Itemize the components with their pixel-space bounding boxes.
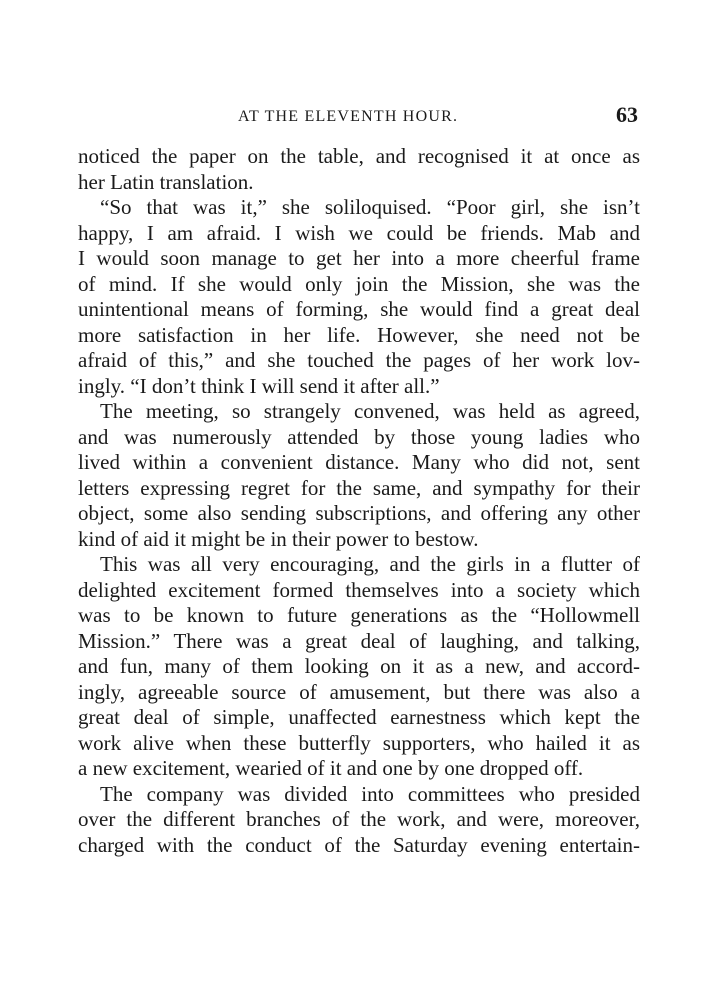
- text-line: noticed the paper on the table, and recognised it at once as: [78, 144, 640, 168]
- text-line: charged with the conduct of the Saturday evening entertain-: [78, 832, 640, 857]
- text-line: was to be known to future generations as the “Hollowmell: [78, 603, 640, 627]
- text-line: This was all very encouraging, and the girls in a flutter of: [100, 552, 640, 576]
- text-line: The company was divided into committees who presided: [100, 781, 640, 806]
- text-line: and fun, many of them looking on it as a new, and accord-: [78, 654, 640, 678]
- text-line: afraid of this,” and she touched the pages of her work lov-: [78, 348, 640, 372]
- text-line: object, some also sending subscriptions, and offering any other: [78, 501, 640, 525]
- running-head: [78, 102, 640, 134]
- text-line: delighted excitement formed themselves into a society which: [78, 577, 640, 602]
- page-number: 63: [616, 102, 638, 127]
- text-line: work alive when these butterfly supporters, who hailed it as: [78, 730, 640, 755]
- text-line: of mind. If she would only join the Mission, she was the: [78, 271, 640, 296]
- text-line: over the different branches of the work, and were, moreover,: [78, 807, 640, 831]
- text-line: letters expressing regret for the same, and sympathy for their: [78, 475, 640, 500]
- text-line: ingly, agreeable source of amusement, but there was also a: [78, 679, 640, 704]
- text-line: happy, I am afraid. I wish we could be friends. Mab and: [78, 220, 640, 245]
- running-title: AT THE ELEVENTH HOUR.: [238, 108, 459, 125]
- text-line: her Latin translation.: [78, 169, 254, 194]
- text-line: more satisfaction in her life. However, she need not be: [78, 322, 640, 347]
- text-line: lived within a convenient distance. Many who did not, sent: [78, 450, 640, 474]
- text-line: The meeting, so strangely convened, was held as agreed,: [100, 399, 640, 423]
- text-line: and was numerously attended by those young ladies who: [78, 424, 640, 449]
- text-line: ingly. “I don’t think I will send it after all.”: [78, 373, 440, 398]
- text-line: “So that was it,” she soliloquised. “Poor girl, she isn’t: [100, 195, 640, 219]
- body-text: [78, 144, 640, 858]
- text-line: unintentional means of forming, she would find a great deal: [78, 297, 640, 321]
- text-line: I would soon manage to get her into a more cheerful frame: [78, 246, 640, 270]
- text-line: Mission.” There was a great deal of laughing, and talking,: [78, 628, 640, 653]
- text-line: kind of aid it might be in their power to bestow.: [78, 526, 479, 551]
- text-line: great deal of simple, unaffected earnestness which kept the: [78, 705, 640, 729]
- text-line: a new excitement, wearied of it and one by one dropped off.: [78, 756, 584, 780]
